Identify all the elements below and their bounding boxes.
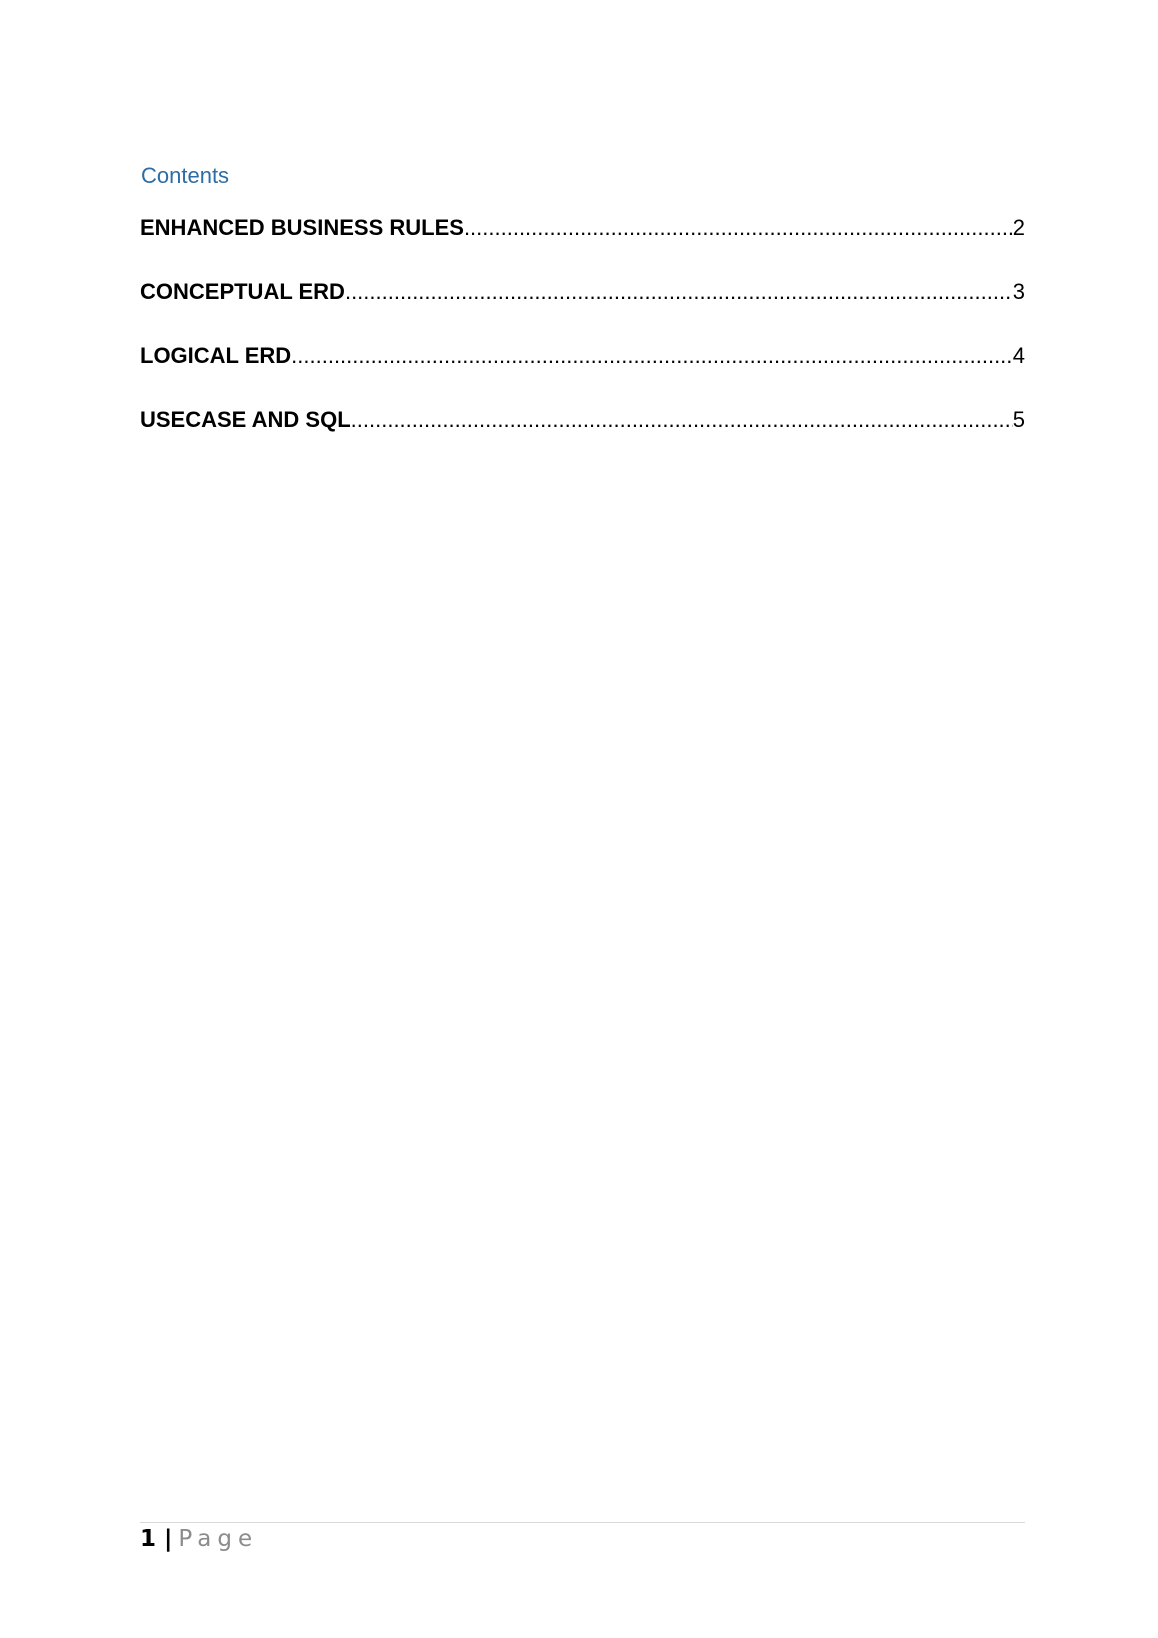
toc-entry-page: 4 (1012, 343, 1025, 368)
footer-separator: | (164, 1526, 173, 1552)
toc-entry-title: ENHANCED BUSINESS RULES (140, 215, 464, 240)
toc-dot-leader (351, 406, 1013, 434)
toc-entry-usecase-and-sql[interactable] (140, 406, 1025, 470)
toc-entry-title: CONCEPTUAL ERD (140, 279, 345, 304)
toc-entry-title: USECASE AND SQL (140, 407, 351, 432)
toc-heading: Contents (141, 163, 230, 188)
toc-dot-leader (464, 214, 1013, 242)
toc-entry-page: 2 (1012, 215, 1025, 240)
toc-dot-leader (291, 342, 1013, 370)
toc-entry-title: LOGICAL ERD (140, 343, 292, 368)
toc-entry-page: 3 (1012, 279, 1025, 304)
footer-page-label: Page (178, 1526, 259, 1552)
footer-page-number: 1 (140, 1526, 157, 1552)
table-of-contents (140, 214, 1025, 470)
page-footer (140, 1524, 258, 1554)
toc-entry-logical-erd[interactable] (140, 342, 1025, 406)
toc-entry-conceptual-erd[interactable] (140, 278, 1025, 342)
toc-entry-enhanced-business-rules[interactable] (140, 214, 1025, 278)
toc-dot-leader (345, 278, 1013, 306)
footer-divider (140, 1522, 1025, 1523)
toc-entry-page: 5 (1012, 407, 1025, 432)
